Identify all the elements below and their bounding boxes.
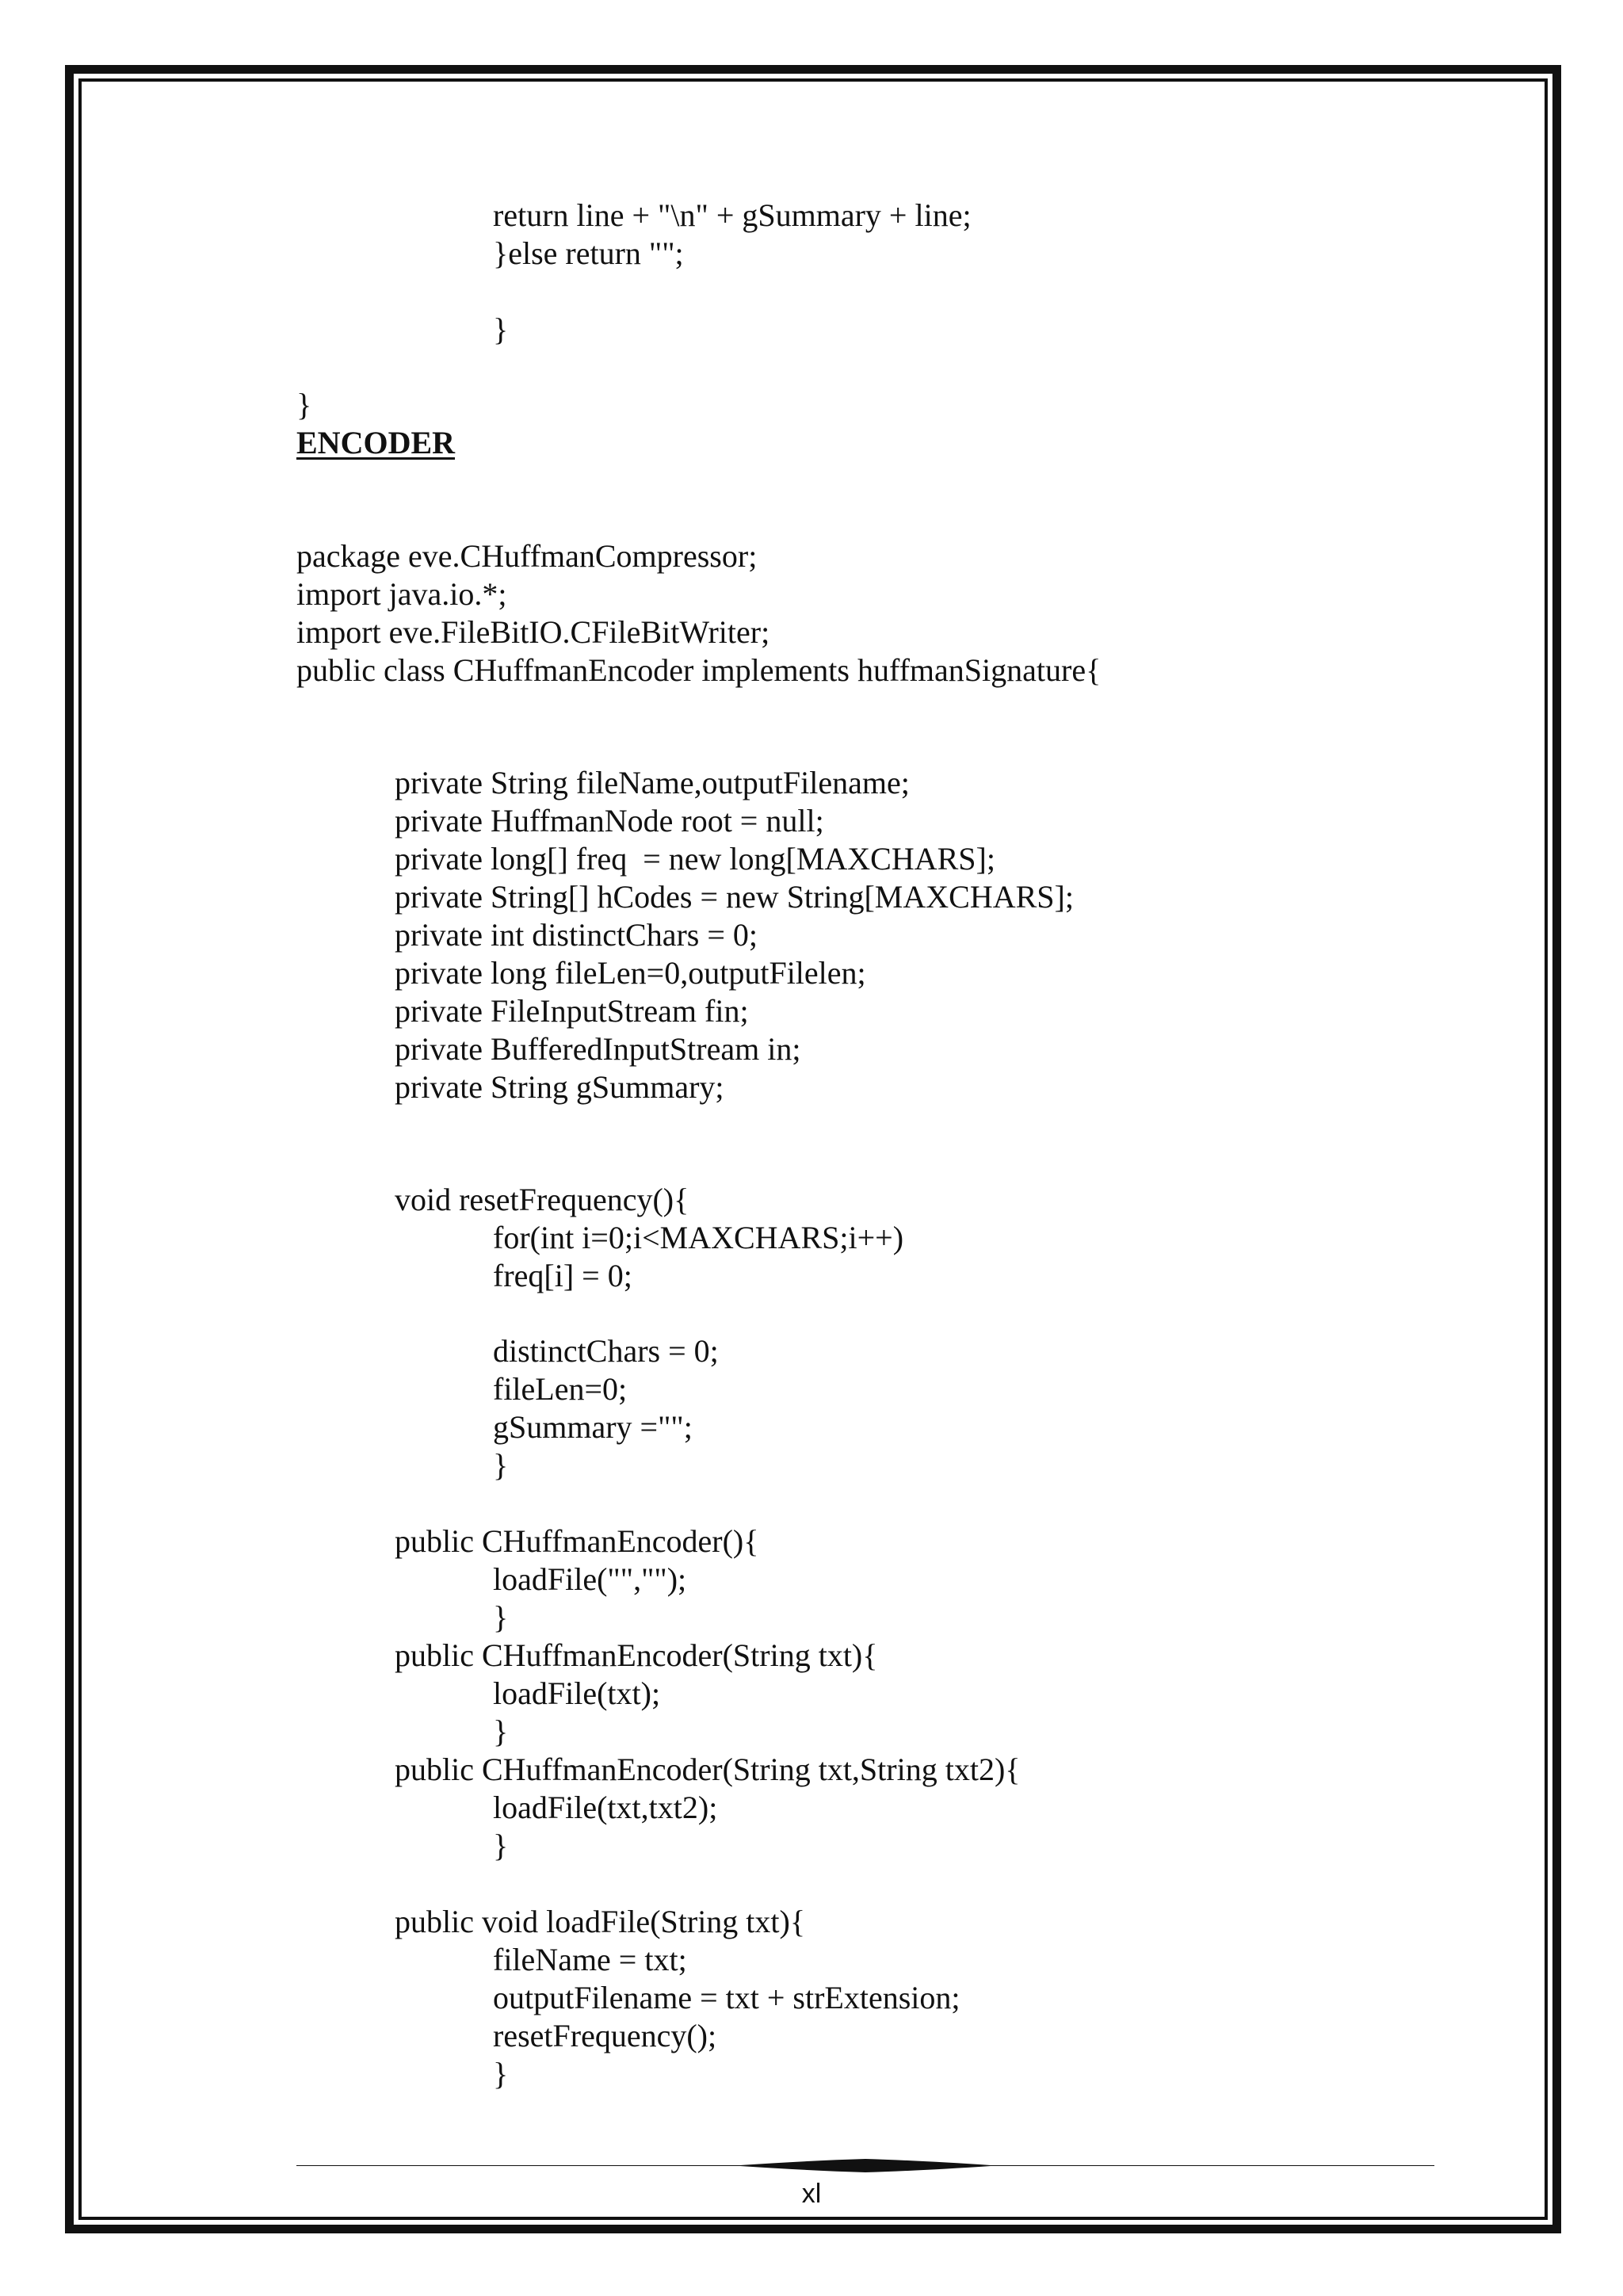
code-line: distinctChars = 0; — [493, 1333, 719, 1369]
code-line: } — [493, 1828, 509, 1863]
code-line: gSummary =""; — [493, 1409, 693, 1445]
section-heading: ENCODER — [296, 425, 456, 460]
code-line: resetFrequency(); — [493, 2018, 717, 2053]
code-line: public class CHuffmanEncoder implements huffmanSignature{ — [296, 652, 1102, 688]
code-line: loadFile("",""); — [493, 1561, 687, 1597]
code-line: for(int i=0;i<MAXCHARS;i++) — [493, 1220, 904, 1255]
code-line: private HuffmanNode root = null; — [395, 803, 824, 839]
code-line: }else return ""; — [493, 235, 684, 271]
code-line: private int distinctChars = 0; — [395, 917, 758, 953]
code-line: freq[i] = 0; — [493, 1258, 632, 1293]
code-line: public void loadFile(String txt){ — [395, 1904, 806, 1939]
code-line: } — [493, 2056, 509, 2092]
code-line: private long fileLen=0,outputFilelen; — [395, 955, 866, 991]
code-line: private long[] freq = new long[MAXCHARS]; — [395, 841, 995, 877]
code-line: loadFile(txt); — [493, 1675, 661, 1711]
code-line: void resetFrequency(){ — [395, 1182, 689, 1217]
code-line: } — [493, 311, 509, 347]
code-line: public CHuffmanEncoder(String txt){ — [395, 1637, 878, 1673]
code-line: } — [493, 1599, 509, 1635]
code-line: fileName = txt; — [493, 1942, 687, 1977]
code-line: } — [493, 1713, 509, 1749]
code-line: private FileInputStream fin; — [395, 993, 749, 1029]
code-line: fileLen=0; — [493, 1371, 628, 1407]
code-line: return line + "\n" + gSummary + line; — [493, 197, 972, 233]
code-line: } — [493, 1447, 509, 1483]
code-line: private BufferedInputStream in; — [395, 1031, 801, 1067]
code-line: outputFilename = txt + strExtension; — [493, 1980, 960, 2015]
page-number: xl — [801, 2179, 822, 2209]
code-line: } — [296, 387, 312, 422]
code-line: import java.io.*; — [296, 576, 507, 612]
footer-divider — [296, 2157, 1434, 2173]
code-line: loadFile(txt,txt2); — [493, 1790, 718, 1825]
code-line: package eve.CHuffmanCompressor; — [296, 538, 758, 574]
code-line: public CHuffmanEncoder(){ — [395, 1523, 759, 1559]
code-line: private String[] hCodes = new String[MAXCHARS]; — [395, 879, 1074, 915]
code-line: import eve.FileBitIO.CFileBitWriter; — [296, 614, 770, 650]
code-line: private String fileName,outputFilename; — [395, 765, 910, 800]
code-line: public CHuffmanEncoder(String txt,String txt2){ — [395, 1752, 1021, 1787]
code-line: private String gSummary; — [395, 1069, 724, 1105]
